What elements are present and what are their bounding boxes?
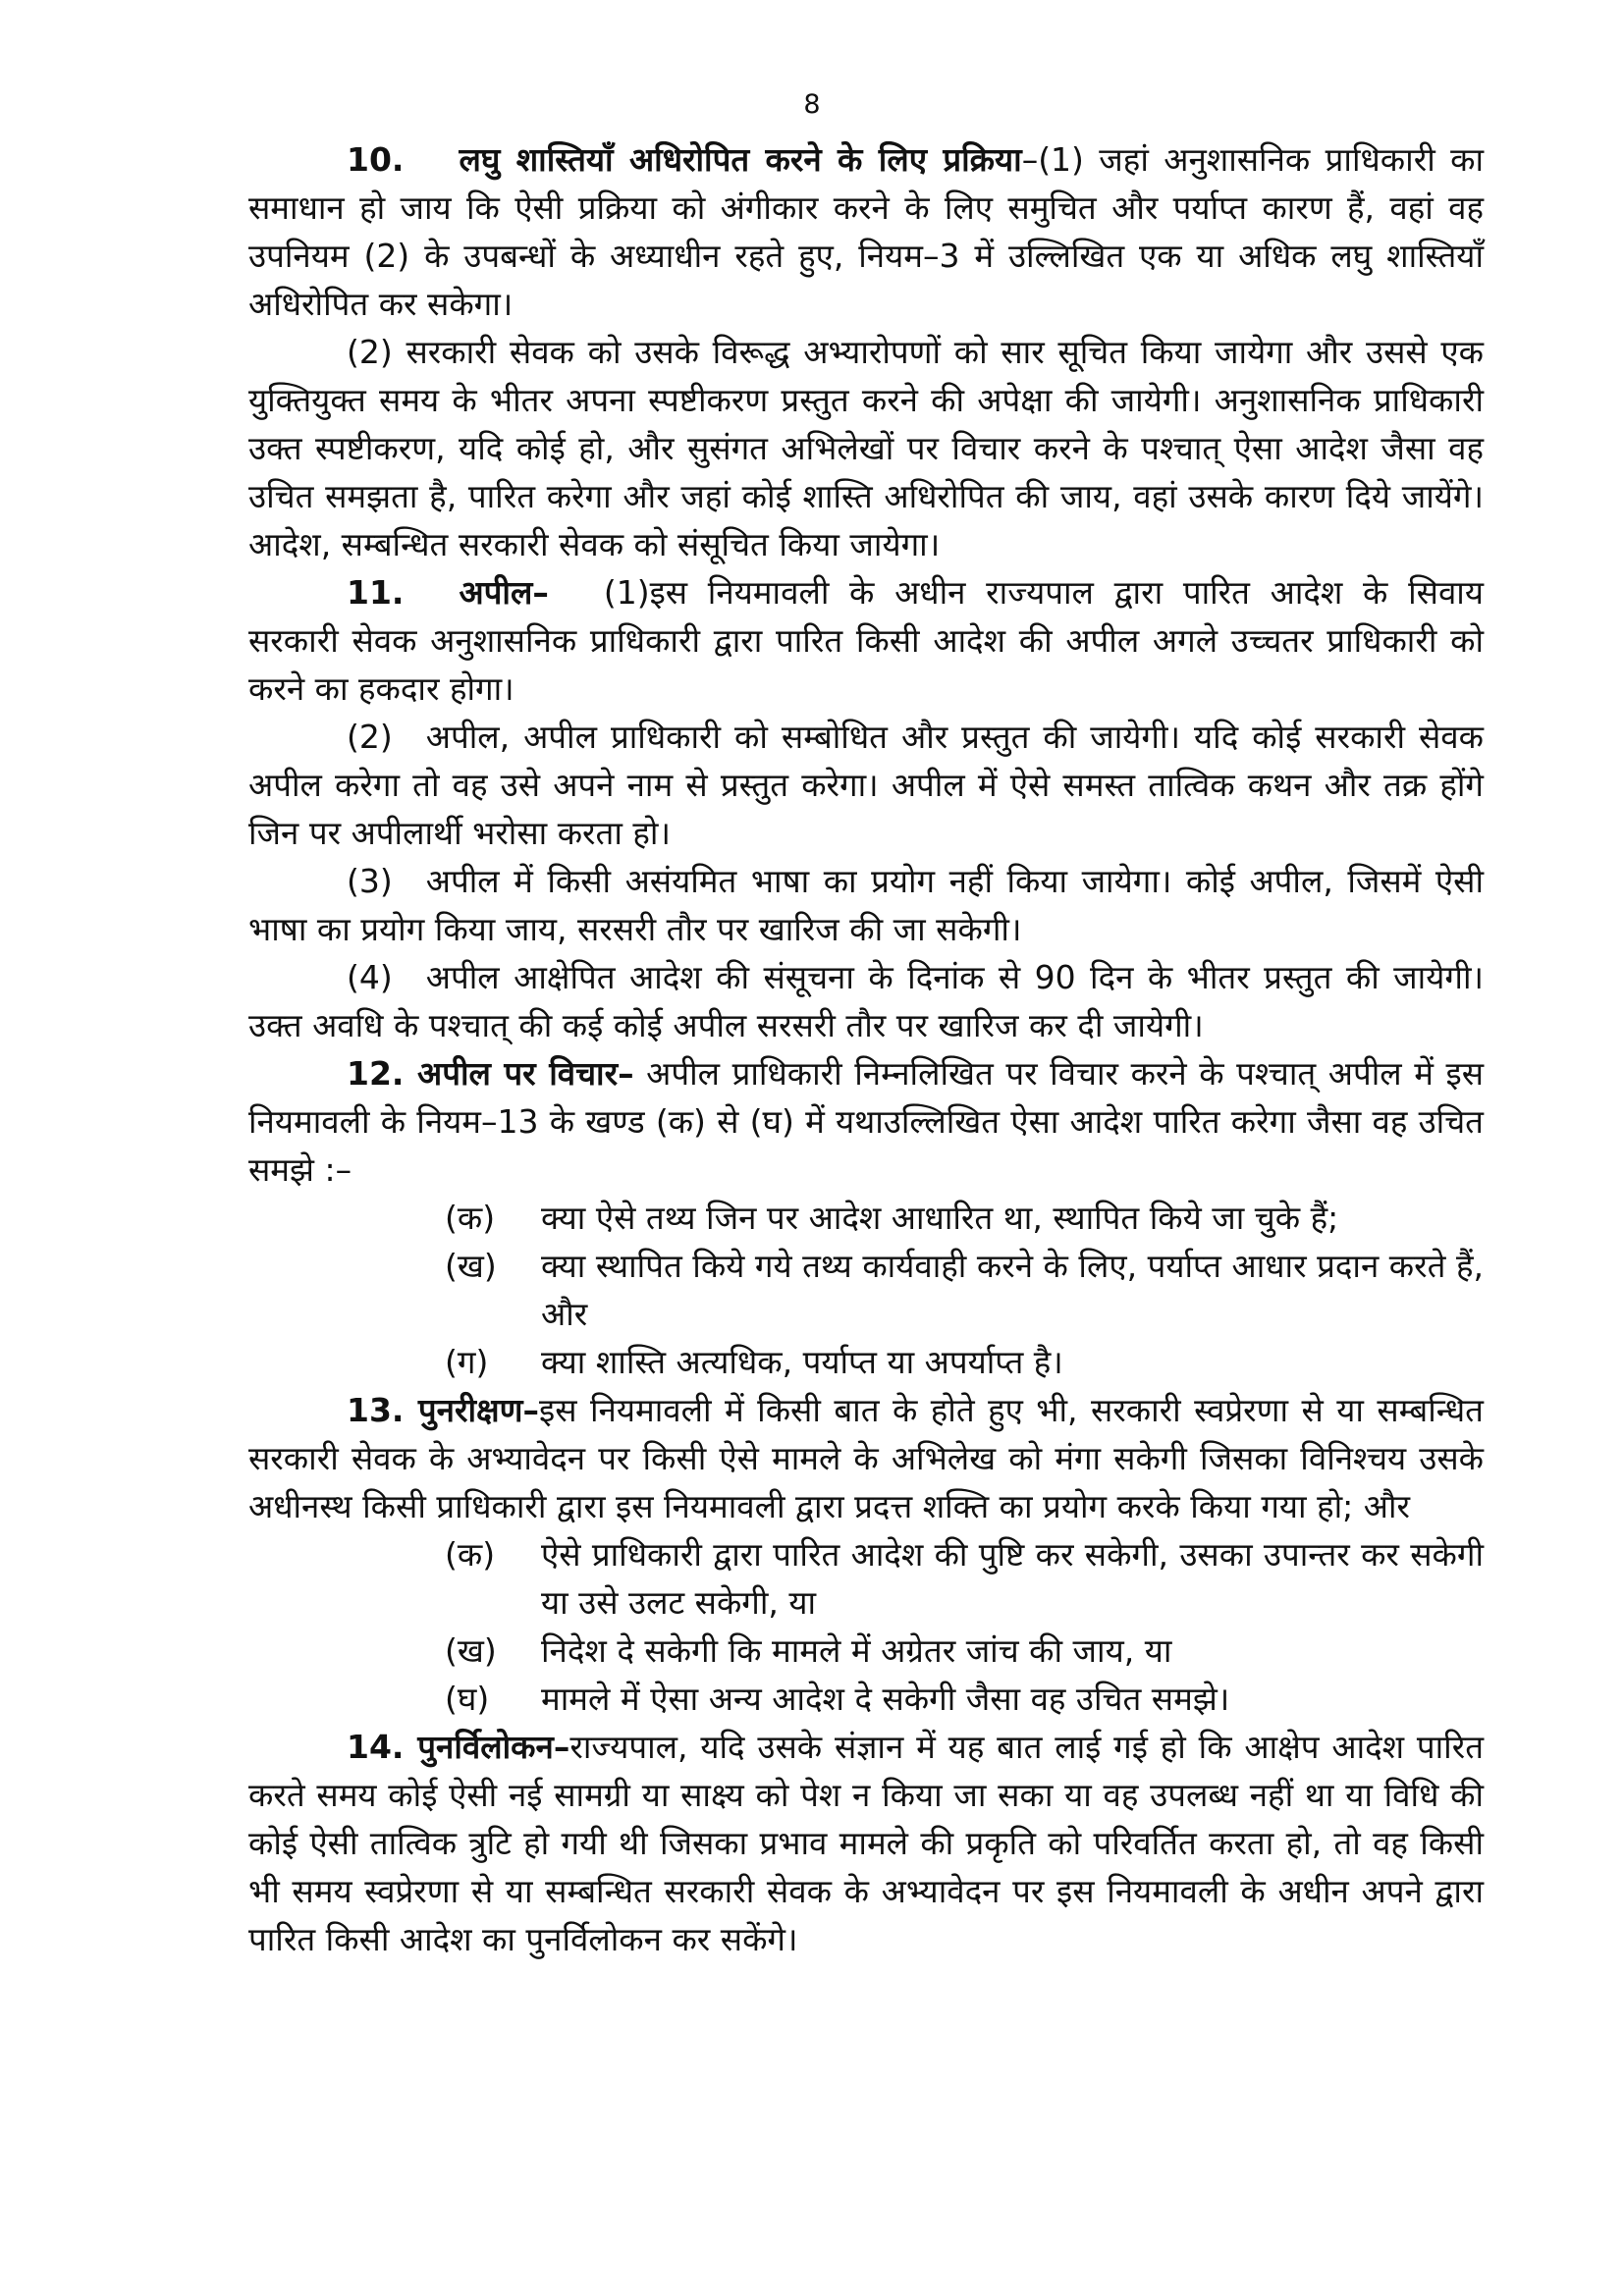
rule-10-number: 10. [347, 140, 405, 179]
clause-text: क्या शास्ति अत्यधिक, पर्याप्त या अपर्याप्त है। [541, 1343, 1063, 1381]
rule-12-clause-list [248, 1194, 1484, 1386]
rule-10-sub1: –(1) जहां अनुशासनिक प्राधिकारी का समाधान हो जाय कि ऐसी प्रक्रिया को अंगीकार करने के लिए समुचित और पर्याप्त कारण हैं, वहां वह उपनियम (2) के उपबन्धों के अध्याधीन रहते हुए, नियम–3 में उल्लिखित एक या अधिक लघु शास्तियाँ अधिरोपित कर सकेगा। [248, 140, 1485, 323]
clause-text: क्या स्थापित किये गये तथ्य कार्यवाही करने के लिए, पर्याप्त आधार प्रदान करते हैं, और [541, 1247, 1484, 1333]
rule-13-clause-list [248, 1530, 1484, 1723]
rule-10-sub2: (2) सरकारी सेवक को उसके विरूद्ध अभ्यारोपणों को सार सूचित किया जायेगा और उससे एक युक्तियुक्त समय के भीतर अपना स्पष्टीकरण प्रस्तुत करने की अपेक्षा की जायेगी। अनुशासनिक प्राधिकारी उक्त स्पष्टीकरण, यदि कोई हो, और सुसंगत अभिलेखों पर विचार करने के पश्चात् ऐसा आदेश जैसा वह उचित समझता है, पारित करेगा और जहां कोई शास्ति अधिरोपित की जाय, वहां उसके कारण दिये जायेंगे। आदेश, सम्बन्धित सरकारी सेवक को संसूचित किया जायेगा। [248, 333, 1484, 563]
clause-mark: (क) [445, 1535, 496, 1574]
rule-11-sub3-paragraph [248, 857, 1484, 953]
rule-11-sub2: अपील, अपील प्राधिकारी को सम्बोधित और प्रस्तुत की जायेगी। यदि कोई सरकारी सेवक अपील करेगा तो वह उसे अपने नाम से प्रस्तुत करेगा। अपील में ऐसे समस्त तात्विक कथन और तक्र होंगे जिन पर अपीलार्थी भरोसा करता हो। [248, 718, 1484, 852]
rule-12-paragraph [248, 1049, 1484, 1194]
clause-text: निदेश दे सकेगी कि मामले में अग्रेतर जांच की जाय, या [541, 1631, 1172, 1670]
rule-10-heading: लघु शास्तियाँ अधिरोपित करने के लिए प्रक्रिया [459, 140, 1022, 179]
rule-10-sub2-paragraph [248, 328, 1484, 568]
list-item [248, 1627, 1484, 1675]
list-item [248, 1675, 1484, 1723]
rule-12-heading: 12. अपील पर विचार– [347, 1054, 634, 1093]
document-body [248, 135, 1484, 1963]
clause-text: मामले में ऐसा अन्य आदेश दे सकेगी जैसा वह उचित समझे। [541, 1680, 1230, 1718]
clause-text: क्या ऐसे तथ्य जिन पर आदेश आधारित था, स्थापित किये जा चुके हैं; [541, 1199, 1339, 1237]
rule-13-paragraph [248, 1386, 1484, 1530]
rule-11-sub1: (1)इस नियमावली के अधीन राज्यपाल द्वारा पारित आदेश के सिवाय सरकारी सेवक अनुशासनिक प्राधिकारी द्वारा पारित किसी आदेश की अपील अगले उच्चतर प्राधिकारी को करने का हकदार होगा। [248, 573, 1484, 708]
rule-14-heading: 14. पुनर्विलोकन– [347, 1728, 570, 1766]
clause-mark: (ग) [445, 1343, 489, 1381]
rule-11-sub2-paragraph [248, 713, 1484, 857]
rule-10-paragraph [248, 135, 1484, 328]
rule-11-sub4-mark: (4) [347, 958, 393, 996]
rule-11-sub2-mark: (2) [347, 718, 393, 756]
rule-13-text: इस नियमावली में किसी बात के होते हुए भी, सरकारी स्वप्रेरणा से या सम्बन्धित सरकारी सेवक के अभ्यावेदन पर किसी ऐसे मामले के अभिलेख को मंगा सकेगी जिसका विनिश्चय उसके अधीनस्थ किसी प्राधिकारी द्वारा इस नियमावली द्वारा प्रदत्त शक्ति का प्रयोग करके किया गया हो; और [248, 1391, 1484, 1525]
rule-11-number: 11. [347, 573, 405, 612]
list-item [248, 1338, 1484, 1386]
rule-11-sub3-mark: (3) [347, 862, 393, 900]
rule-14-paragraph [248, 1723, 1484, 1963]
list-item [248, 1194, 1484, 1242]
rule-14-text: राज्यपाल, यदि उसके संज्ञान में यह बात लाई गई हो कि आक्षेप आदेश पारित करते समय कोई ऐसी नई सामग्री या साक्ष्य को पेश न किया जा सका या वह उपलब्ध नहीं था या विधि की कोई ऐसी तात्विक त्रुटि हो गयी थी जिसका प्रभाव मामले की प्रकृति को परिवर्तित करता हो, तो वह किसी भी समय स्वप्रेरणा से या सम्बन्धित सरकारी सेवक के अभ्यावेदन पर इस नियमावली के अधीन अपने द्वारा पारित किसी आदेश का पुनर्विलोकन कर सकेंगे। [248, 1728, 1485, 1958]
page-number: 8 [803, 89, 821, 120]
rule-13-heading: 13. पुनरीक्षण– [347, 1391, 540, 1429]
list-item [248, 1242, 1484, 1338]
clause-mark: (घ) [445, 1680, 490, 1718]
list-item [248, 1530, 1484, 1627]
rule-11-heading: अपील– [459, 573, 549, 612]
clause-mark: (ख) [445, 1631, 497, 1670]
clause-mark: (ख) [445, 1247, 497, 1285]
rule-11-sub3: अपील में किसी असंयमित भाषा का प्रयोग नहीं किया जायेगा। कोई अपील, जिसमें ऐसी भाषा का प्रयोग किया जाय, सरसरी तौर पर खारिज की जा सकेगी। [248, 862, 1484, 948]
rule-11-sub4-paragraph [248, 953, 1484, 1049]
clause-mark: (क) [445, 1199, 496, 1237]
clause-text: ऐसे प्राधिकारी द्वारा पारित आदेश की पुष्टि कर सकेगी, उसका उपान्तर कर सकेगी या उसे उलट सकेगी, या [541, 1535, 1484, 1622]
rule-11-paragraph [248, 568, 1484, 713]
rule-11-sub4: अपील आक्षेपित आदेश की संसूचना के दिनांक से 90 दिन के भीतर प्रस्तुत की जायेगी। उक्त अवधि के पश्चात् की कई कोई अपील सरसरी तौर पर खारिज कर दी जायेगी। [248, 958, 1484, 1044]
rule-12-text: अपील प्राधिकारी निम्नलिखित पर विचार करने के पश्चात् अपील में इस नियमावली के नियम–13 के खण्ड (क) से (घ) में यथाउल्लिखित ऐसा आदेश पारित करेगा जैसा वह उचित समझे :– [248, 1054, 1484, 1189]
